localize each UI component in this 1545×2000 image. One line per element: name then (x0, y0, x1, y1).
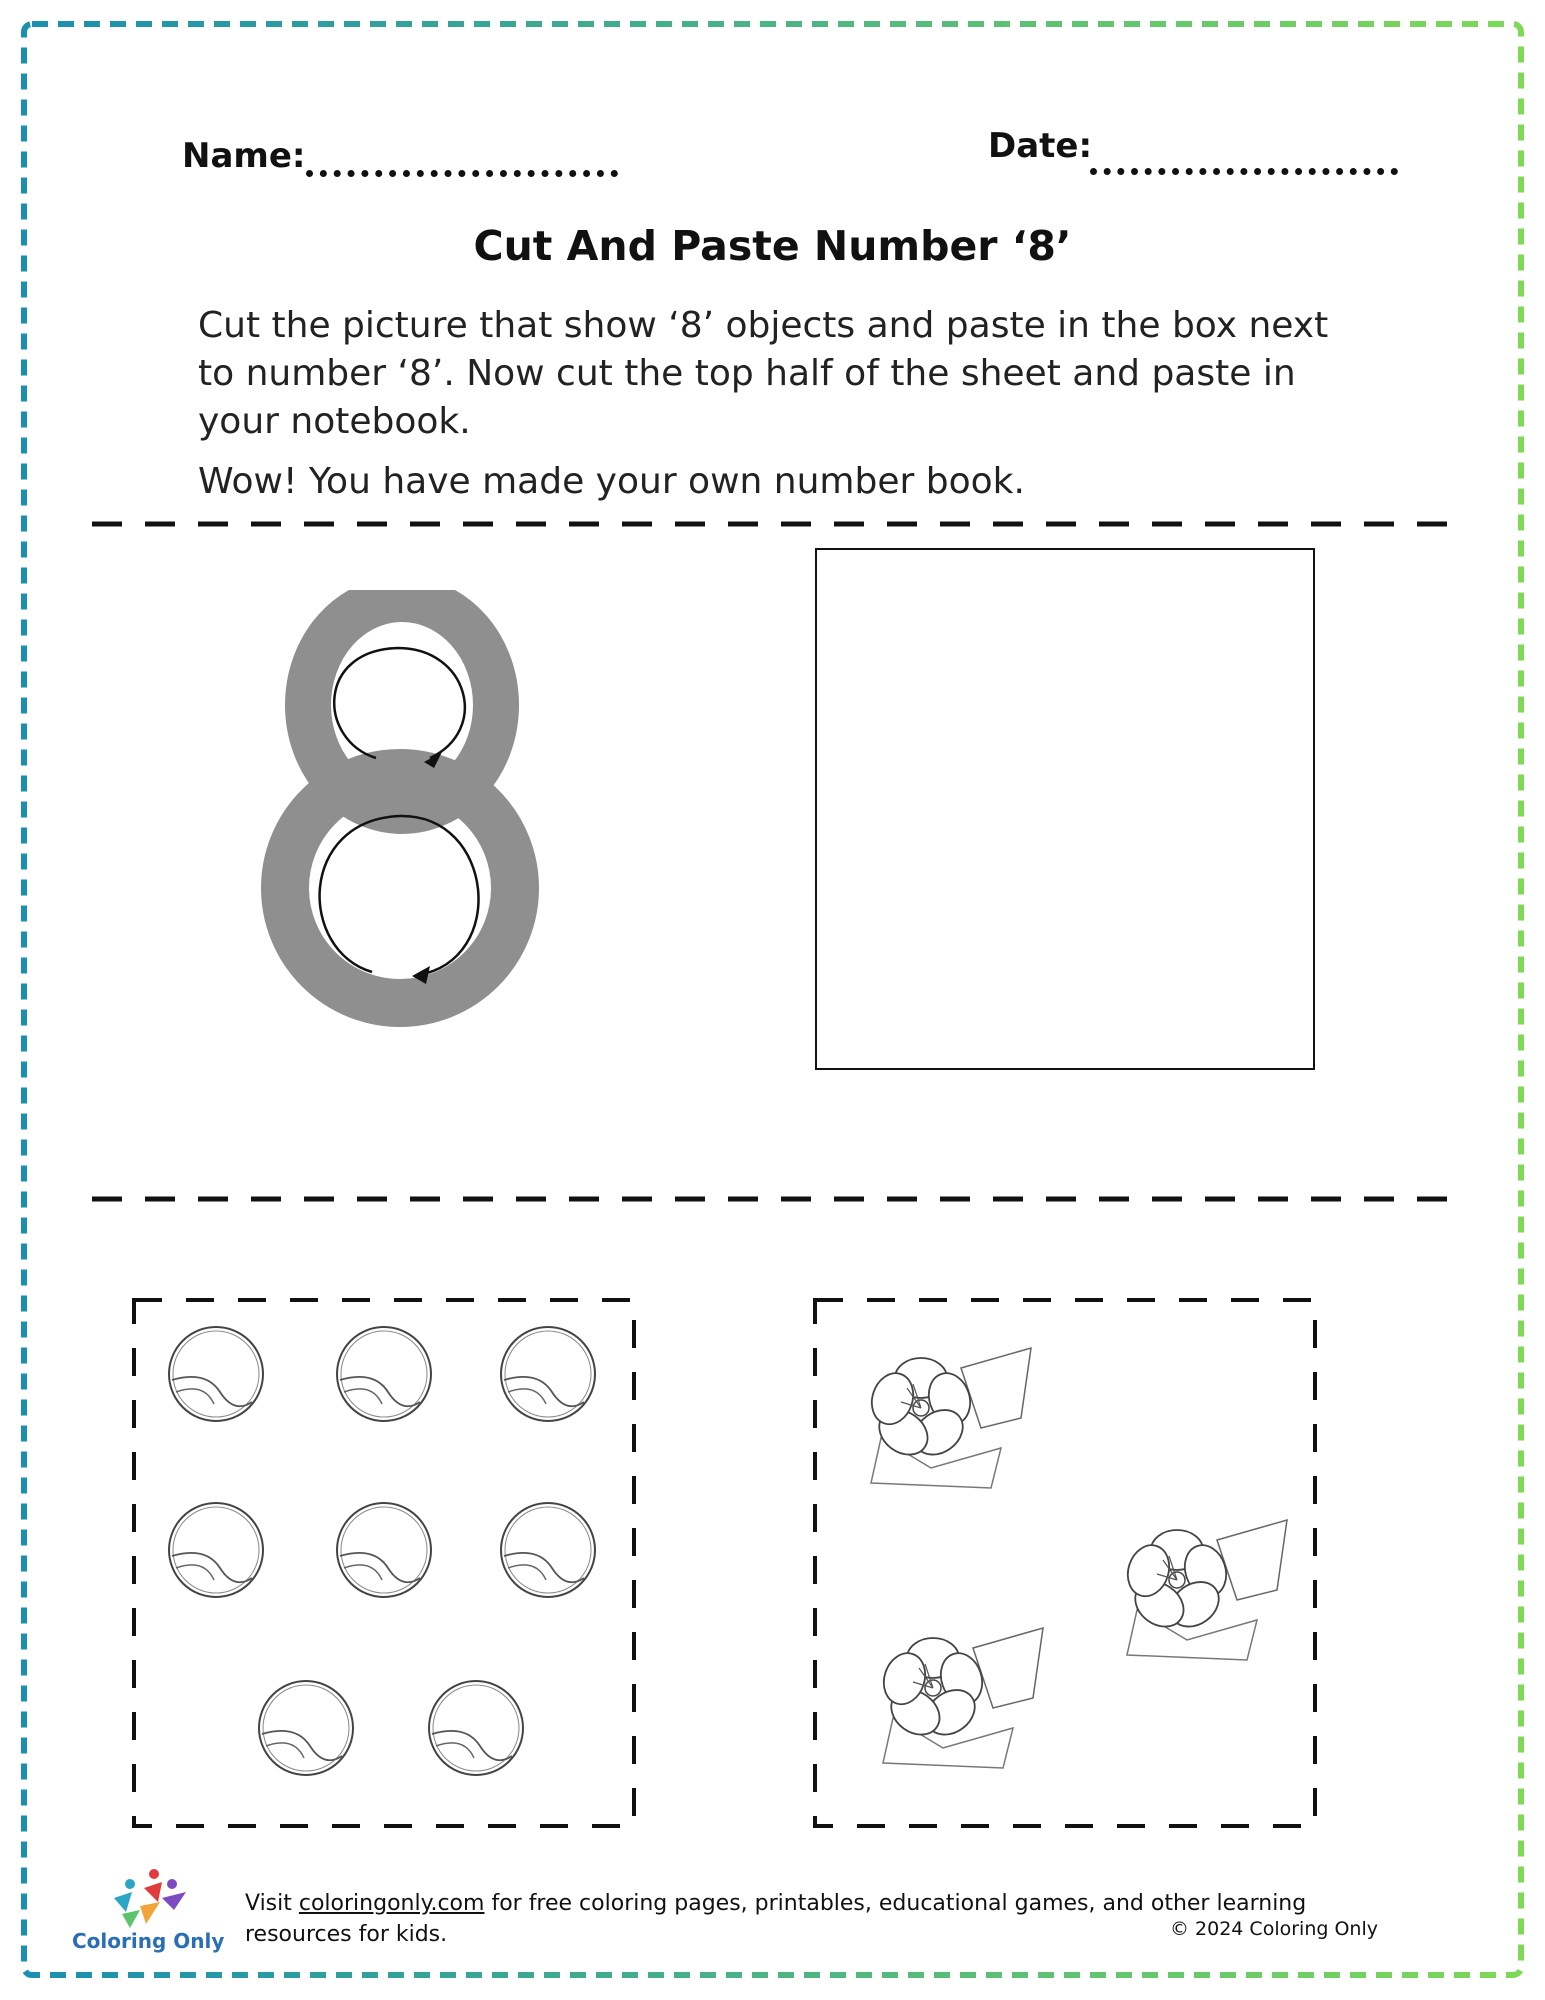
footer-visit-suffix: for free coloring pages, printables, educational games, and other learning resources for kids. (245, 1891, 1307, 1947)
ball-group (169, 1327, 595, 1775)
cutout-card-balls[interactable] (130, 1296, 640, 1831)
footer-link[interactable]: coloringonly.com (298, 1891, 485, 1916)
name-label: Name: (182, 136, 306, 176)
ball-icon (337, 1503, 431, 1597)
flower-group (865, 1348, 1287, 1768)
ball-icon (429, 1681, 523, 1775)
flower-icon (877, 1628, 1043, 1768)
flower-icon (865, 1348, 1031, 1488)
top-trace-arrow (334, 648, 465, 758)
date-label: Date: (988, 126, 1093, 166)
flower-icon (1121, 1520, 1287, 1660)
ball-icon (501, 1327, 595, 1421)
ball-icon (259, 1681, 353, 1775)
paste-box[interactable] (815, 548, 1315, 1070)
worksheet-title: Cut And Paste Number ‘8’ (473, 222, 1072, 270)
ball-icon (337, 1327, 431, 1421)
ball-icon (169, 1503, 263, 1597)
footer-visit-prefix: Visit (245, 1891, 299, 1916)
logo-text: Coloring Only (72, 1929, 225, 1953)
bottom-trace-arrow (320, 816, 479, 975)
ball-icon (501, 1503, 595, 1597)
cutout-card-flowers[interactable] (811, 1296, 1321, 1831)
instruction-wow: Wow! You have made your own number book. (198, 461, 1025, 502)
copyright: © 2024 Coloring Only (1170, 1918, 1378, 1940)
ball-icon (169, 1327, 263, 1421)
coloring-only-logo-icon (100, 1862, 200, 1932)
number-8-tracing (258, 590, 548, 1030)
instruction-text: Cut the picture that show ‘8’ objects and paste in the box next to number ‘8’. Now cut the top half of the sheet and paste in your notebook. (198, 305, 1329, 442)
